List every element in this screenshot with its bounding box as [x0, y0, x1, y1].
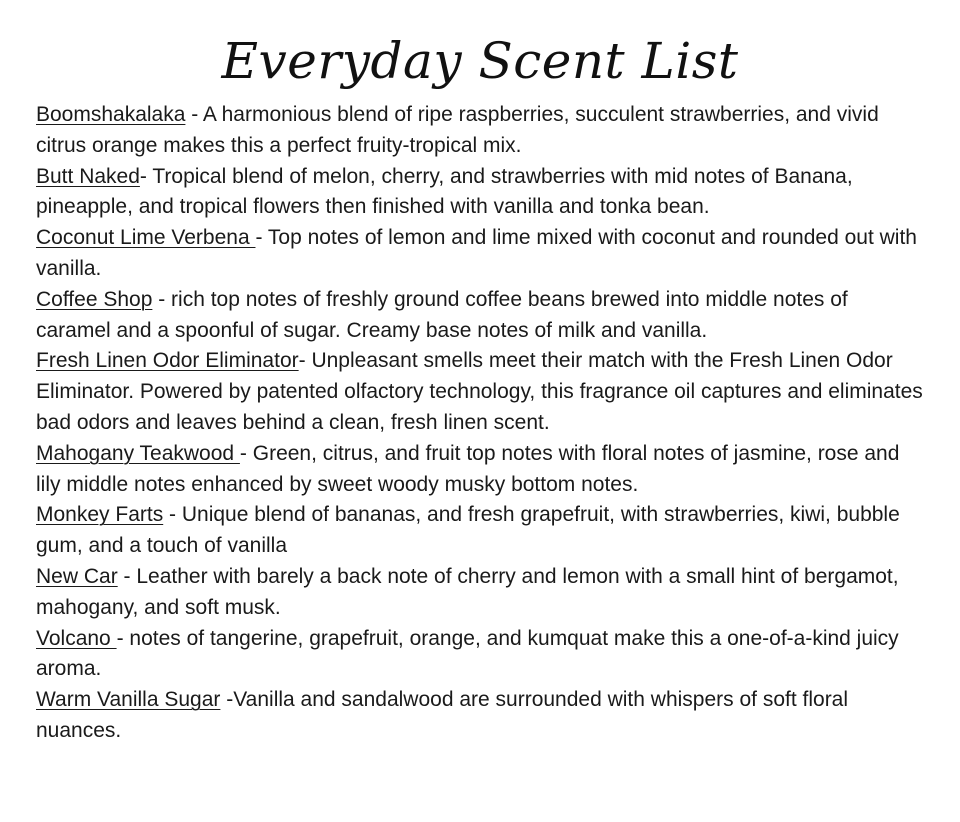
scent-description: - Leather with barely a back note of cherry and lemon with a small hint of bergamot, mahogany, and soft musk. — [36, 564, 899, 619]
scent-description: - Green, citrus, and fruit top notes with floral notes of jasmine, rose and lily middle notes enhanced by sweet woody musky bottom notes. — [36, 441, 900, 496]
scent-name: Fresh Linen Odor Eliminator — [36, 349, 299, 373]
scent-name: Volcano — [36, 626, 117, 650]
scent-name: Coconut Lime Verbena — [36, 226, 256, 250]
scent-name: Butt Naked — [36, 164, 140, 188]
list-item — [36, 285, 926, 347]
scent-description: -Vanilla and sandalwood are surrounded with whispers of soft floral nuances. — [36, 688, 849, 742]
scent-description: - notes of tangerine, grapefruit, orange, and kumquat make this a one-of-a-kind juicy aroma. — [36, 626, 899, 681]
list-item — [36, 346, 926, 438]
scent-description: - A harmonious blend of ripe raspberries, succulent strawberries, and vivid citrus orange makes this a perfect fruity-tropical mix. — [36, 103, 879, 157]
list-item — [36, 223, 926, 285]
list-item — [36, 162, 926, 224]
scent-description: - Unique blend of bananas, and fresh grapefruit, with strawberries, kiwi, bubble gum, and a touch of vanilla — [36, 503, 900, 558]
scent-name: Monkey Farts — [36, 503, 164, 527]
scent-name: Mahogany Teakwood — [36, 441, 240, 465]
scent-name: New Car — [36, 564, 118, 588]
scent-description: - Unpleasant smells meet their match with the Fresh Linen Odor Eliminator. Powered by patented olfactory technology, this fragrance oil captures and eliminates bad odors and leaves behind a clean, fresh linen scent. — [36, 349, 923, 434]
list-item — [36, 562, 926, 624]
scent-name: Coffee Shop — [36, 287, 153, 311]
list-item — [36, 685, 926, 747]
scent-name: Warm Vanilla Sugar — [36, 688, 221, 712]
scent-description: - Top notes of lemon and lime mixed with coconut and rounded out with vanilla. — [36, 226, 917, 280]
list-item — [36, 100, 926, 162]
page-title: Everyday Scent List — [221, 32, 739, 90]
scent-name: Boomshakalaka — [36, 103, 186, 126]
list-item — [36, 500, 926, 562]
scent-description: - Tropical blend of melon, cherry, and strawberries with mid notes of Banana, pineapple, and tropical flowers then finished with vanilla and tonka bean. — [36, 164, 853, 219]
list-item — [36, 439, 926, 501]
scent-list — [36, 100, 926, 747]
list-item — [36, 624, 926, 686]
scent-description: - rich top notes of freshly ground coffee beans brewed into middle notes of caramel and a spoonful of sugar. Creamy base notes of milk and vanilla. — [36, 287, 848, 342]
